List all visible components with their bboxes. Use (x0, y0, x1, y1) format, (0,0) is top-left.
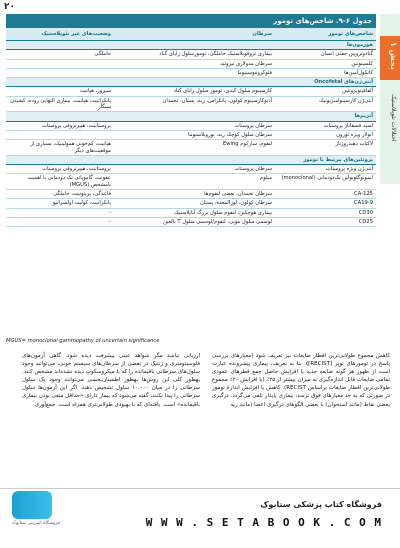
chapter-number: بخش ۱ (389, 42, 398, 70)
section-row (6, 155, 376, 164)
banner-divider (0, 488, 400, 489)
non-neoplastic-cell: عفونت، گاموپاتی تک دودمانی با اهمیت نامشخص (MGUS) (6, 174, 114, 190)
marker-cell: CA19-9 (275, 199, 376, 208)
body-text-right: کاهش مجموع طولانی‌ترین اقطار ضایعات نیز تعریف شود (معیارهای بررسی پاسخ در تومورهای توپر [RECIST]). بنا به تعریف، پیماری پیشرونده عبارت است از ظهور هر گونه ضایعه جدید یا افزایش حاصل جمع قطرهای عمودی تمامی ضایعات قابل اندازه‌گیری به میزان بیشتر از ۲۵٪ (یا افزایش ۲۰٪ مجموع طولانی‌ترین اقطار ضایعات براساس RECIST). کاهش یا افزایش اندازهٔ تومور در صورتی که به حد معیارهای فوق نرسد، بیماری پایدار تلقی می‌گردد. درگیری بعضی نقاط (مانند استخوان) یا بعضی الگوهای درگیری اعضا (مانند ریه (212, 353, 391, 408)
table-row (6, 59, 376, 68)
chapter-title: اختلالات نئوپلاستیک (390, 94, 397, 142)
cancer-cell: لوسمی سلول مویی، لنفوم/لوسمی سلول T بالغین (114, 217, 275, 226)
table-row (6, 190, 376, 199)
body-text-left: ارزیابی نباشد مگر شواهد عینی پیشرفت دیده شود. گاهی آزمون‌های فلوسیتومتری و ژنتیک در بعضی از سرطان‌های سیستم خونی، می‌توانند وجود سلول‌های سرطانی باقیمانده را که با میکروسکوپ دیده نشده‌اند مشخص کنند. بهطور کلی این روش‌ها بهطور اطمینان‌بخشی می‌توانند وجود یک سلول سرطانی را در میان ۱۰،۰۰۰ سلول تشخیص دهند. اگر این آزمون‌ها سلول سرطانی را پیدا نکنند، گفته می‌شود که بیمار دارای «حداقل منفی بودن بیماری باقیمانده» است. یافته‌ای که با بهبودی طولانی‌تری همراه است. جمع‌آوری (22, 353, 200, 408)
section-row (6, 78, 376, 87)
non-neoplastic-cell (6, 68, 114, 77)
marker-cell: آنتی‌ژن کارسینوامبریونیک (275, 96, 376, 112)
non-neoplastic-cell: پانکراتیت، کولیت اولسراتیو (6, 199, 114, 208)
cancer-cell: سرطان سلول کوچک ریه، نوروبلاستوما (114, 130, 275, 139)
section-title: پروتئین‌های مرتبط با تومور (6, 155, 376, 164)
table-row (6, 199, 376, 208)
table-row (6, 68, 376, 77)
header-marker: شاخص‌های تومور (275, 28, 376, 41)
cancer-cell: سرطان پروستات (114, 165, 275, 174)
marker-cell: کلسیتونین (275, 59, 376, 68)
marker-cell: آنتی‌ژن ویژه پروستات (275, 165, 376, 174)
table-header-row (6, 28, 376, 41)
tumor-markers-table (6, 14, 376, 227)
table-row (6, 208, 376, 217)
table-row (6, 140, 376, 156)
header-cancer: سرطان (114, 28, 275, 41)
chapter-side-tab (380, 14, 400, 184)
non-neoplastic-cell (6, 130, 114, 139)
table-row (6, 96, 376, 112)
cancer-cell: آدنوکارسینوم کولون، پانکراس، ریه، پستان، تخمدان (114, 96, 275, 112)
table-footnote: MGUS= monoclonal gammopathy of uncertain significance (6, 338, 160, 344)
table-title: جدول ۶-۹. شاخص‌های تومور (6, 14, 376, 28)
table-row (6, 87, 376, 96)
cancer-cell: کارسینوم سلول کبدی، تومور سلول زایای گناد (114, 87, 275, 96)
non-neoplastic-cell: حاملگی (6, 50, 114, 59)
table-row (6, 174, 376, 190)
setabook-logo (12, 491, 86, 535)
marker-cell: آلفافیتوپروتئین (275, 87, 376, 96)
marker-cell: گنادوتروپین جفتی انسان (275, 50, 376, 59)
section-title: آنزیم‌ها (6, 112, 376, 121)
section-title: آنتی‌ژن‌های Oncofetal (6, 78, 376, 87)
cancer-cell: فئوکروموسیتوما (114, 68, 275, 77)
cancer-cell: سرطان مدولاری تیروئید (114, 59, 275, 68)
table-row (6, 121, 376, 130)
logo-subtitle: فروشگاه اینترنتی ستابوک (12, 521, 60, 526)
cancer-cell: لنفوم، سارکوم Ewing (114, 140, 275, 156)
cancer-cell: سرطان تخمدان، بعضی لنفوم‌ها (114, 190, 275, 199)
marker-cell: لاکتات دهیدروژناز (275, 140, 376, 156)
cancer-cell: سرطان پروستات (114, 121, 275, 130)
table-row (6, 165, 376, 174)
marker-cell: ایمونوگلوبولین تک‌دودمانی (monoclonal) (275, 174, 376, 190)
header-non-neoplastic: وضعیت‌های غیر نئوپلاستیک (6, 28, 114, 41)
non-neoplastic-cell: پانکراتیت، هپاتیت، بیماری التهابی روده، کشیدن سیگار (6, 96, 114, 112)
table-row (6, 50, 376, 59)
section-title: هورمون‌ها (6, 41, 376, 50)
non-neoplastic-cell: سیروز، هپاتیت (6, 87, 114, 96)
banner-url[interactable]: W W W . S E T A B O O K . C O M (145, 516, 382, 529)
banner-title: فروشگاه کتاب پزشکی ستابوک (260, 500, 382, 509)
non-neoplastic-cell: قاعدگی، پریتونیت، حاملگی (6, 190, 114, 199)
cancer-cell: بیماری تروفوبلاستیک حاملگی، تومورسلول زایای گناد (114, 50, 275, 59)
section-row (6, 41, 376, 50)
cancer-cell: میلوم (114, 174, 275, 190)
table-row (6, 130, 376, 139)
non-neoplastic-cell: – (6, 217, 114, 226)
non-neoplastic-cell: پروستاتیت، هیپرتروفی پروستات (6, 121, 114, 130)
non-neoplastic-cell (6, 59, 114, 68)
marker-cell: CD25 (275, 217, 376, 226)
non-neoplastic-cell: پروستاتیت، هیپرتروفی پروستات (6, 165, 114, 174)
logo-mark (12, 491, 52, 519)
cancer-cell: سرطان کولون، لوزالمعده، پستان (114, 199, 275, 208)
section-row (6, 112, 376, 121)
marker-cell: انولاز ویژه نورون (275, 130, 376, 139)
cancer-cell: بیماری هوچکین، لنفوم سلول بزرگ آناپلاستیک (114, 208, 275, 217)
marker-cell: CD30 (275, 208, 376, 217)
page-number: ۲۰ (4, 2, 15, 12)
marker-cell: اسید فسفاتاز پروستات (275, 121, 376, 130)
table-row (6, 217, 376, 226)
marker-cell: CA-125 (275, 190, 376, 199)
non-neoplastic-cell: هپاتیت، کم‌خونی همولیتیک، بسیاری از موقعیت‌های دیگر (6, 140, 114, 156)
marker-cell: کاتکول‌آمین‌ها (275, 68, 376, 77)
non-neoplastic-cell: – (6, 208, 114, 217)
